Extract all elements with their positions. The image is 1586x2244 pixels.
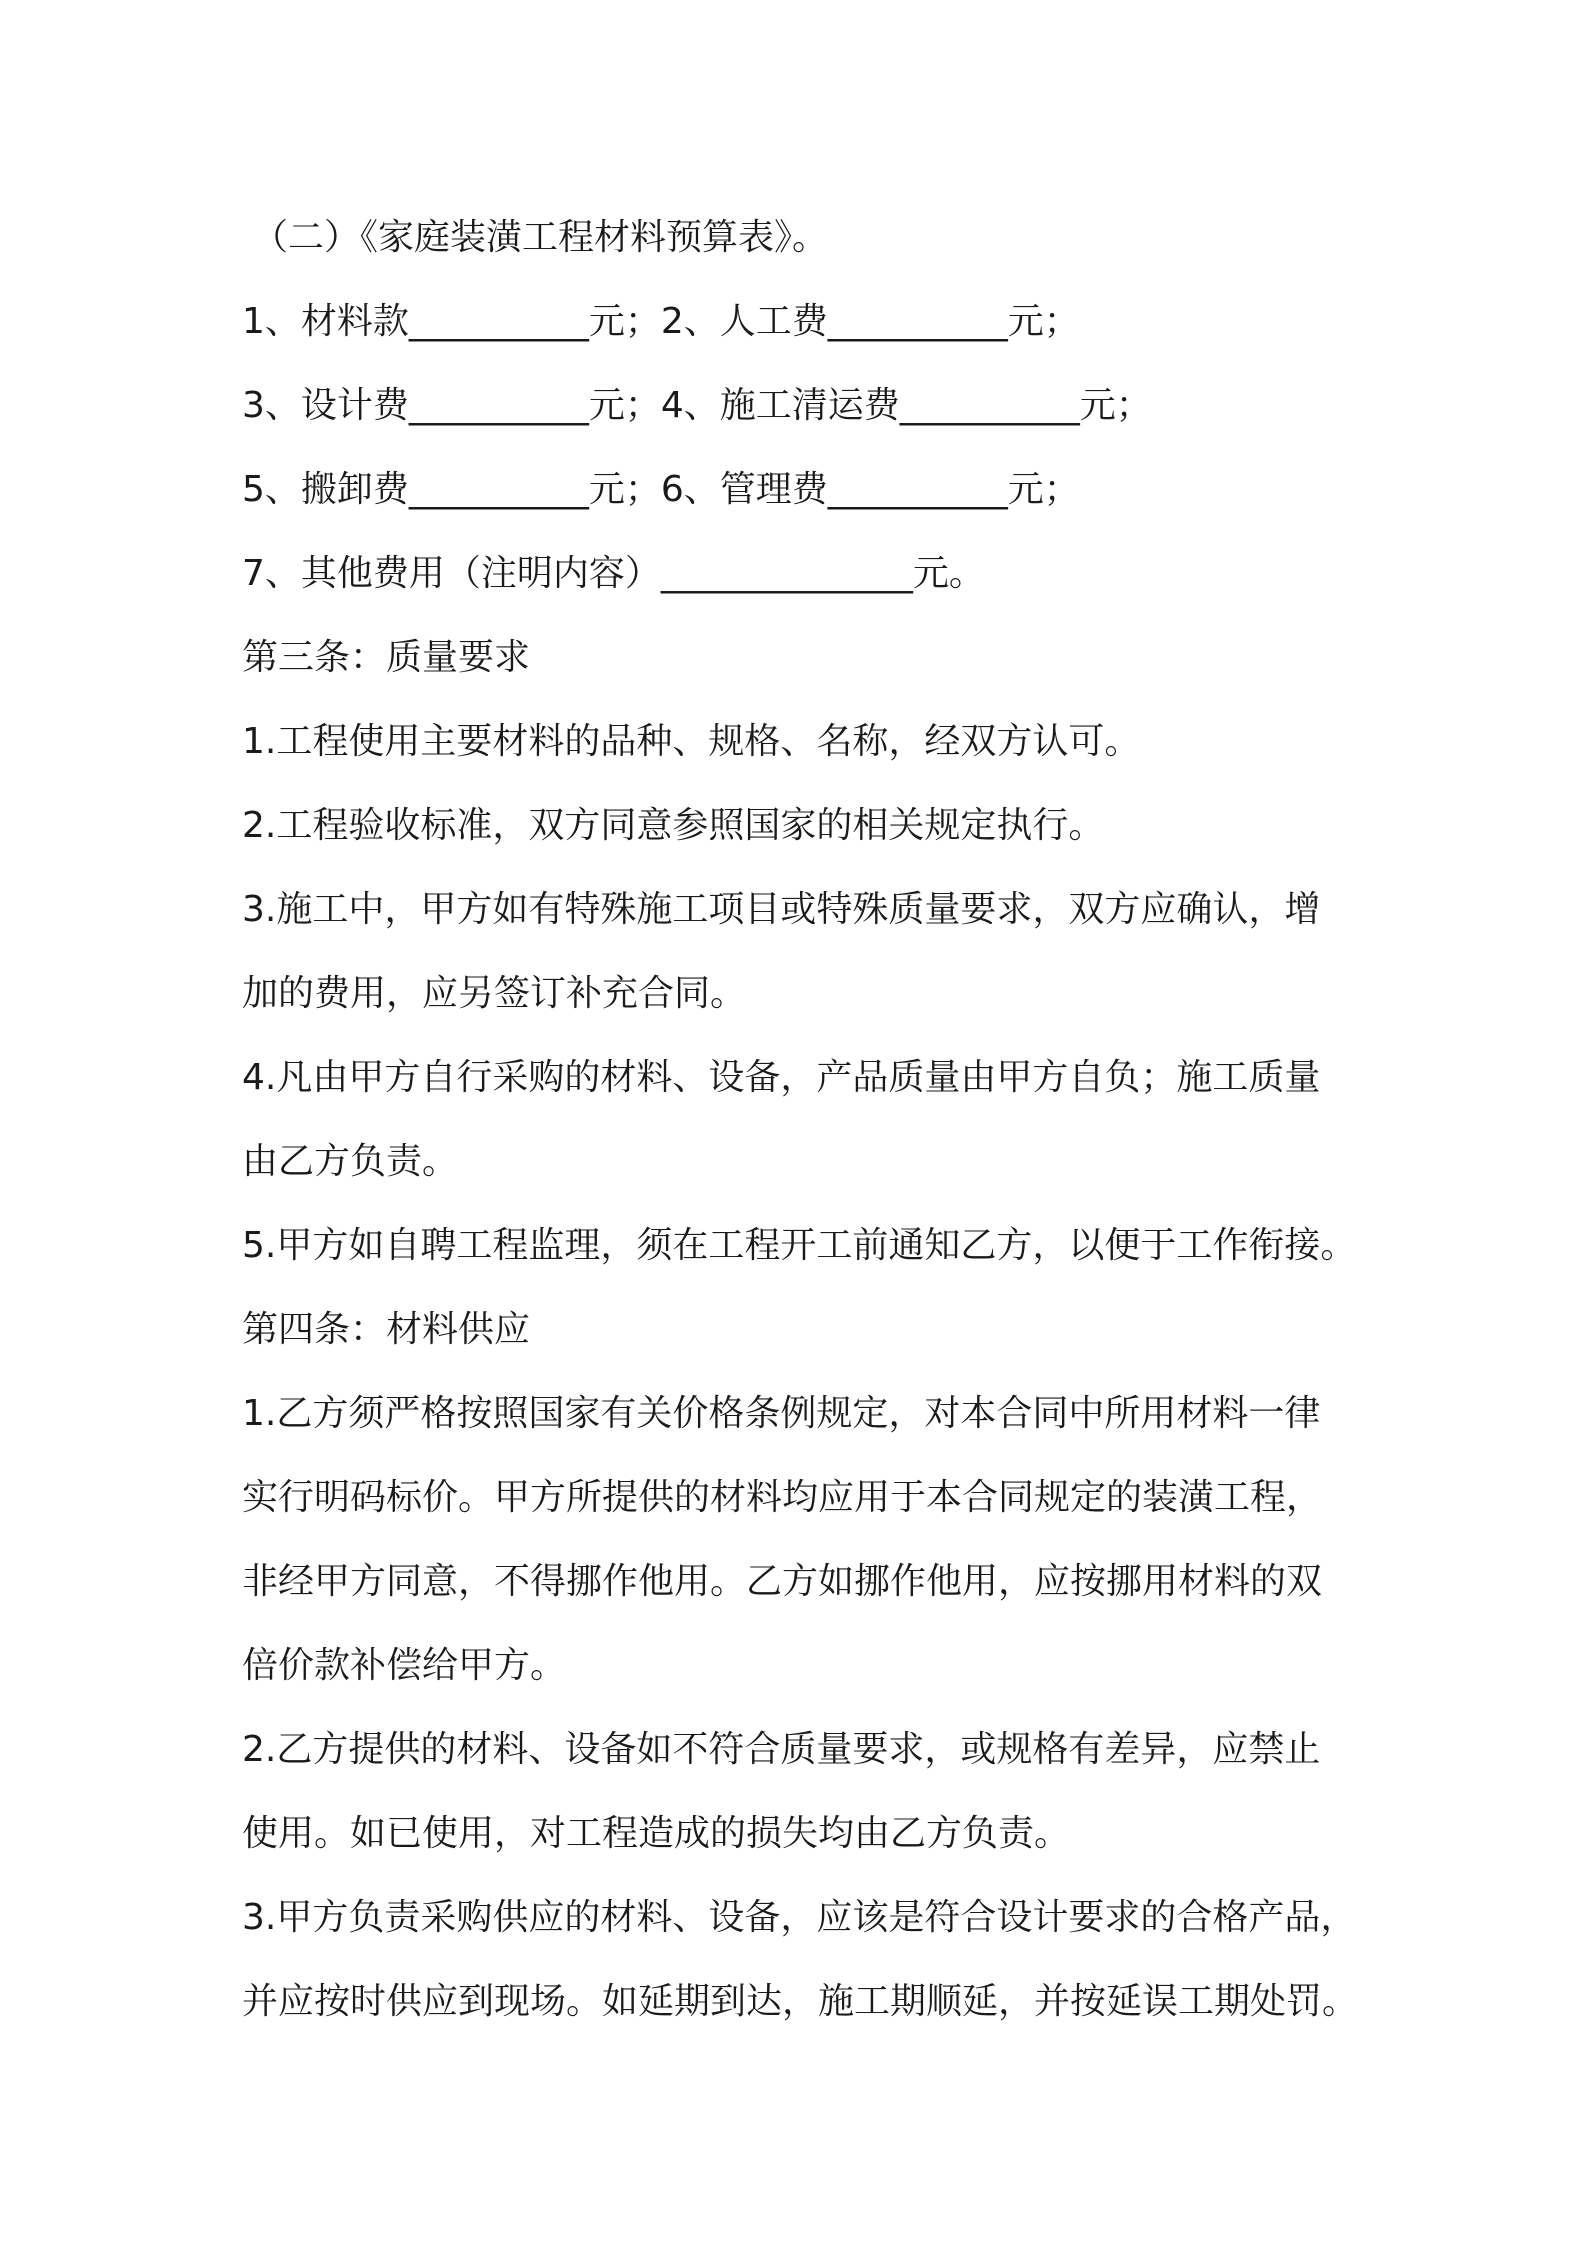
article3-heading: 第三条：质量要求 <box>242 637 531 678</box>
article4-line: 并应按时供应到现场。如延期到达，施工期顺延，并按延误工期处罚。 <box>242 1981 1359 2022</box>
article3-line: 3.施工中，甲方如有特殊施工项目或特殊质量要求，双方应确认，增 <box>242 889 1321 930</box>
article3-line: 1.工程使用主要材料的品种、规格、名称，经双方认可。 <box>242 721 1141 762</box>
budget-line-other-fees: 7、其他费用（注明内容）______________元。 <box>242 553 985 594</box>
budget-line-material-labor: 1、材料款__________元；2、人工费__________元； <box>242 301 1080 342</box>
article3-line: 加的费用，应另签订补充合同。 <box>242 973 747 1014</box>
budget-line-moving-management: 5、搬卸费__________元；6、管理费__________元； <box>242 469 1080 510</box>
article4-heading: 第四条：材料供应 <box>242 1309 531 1350</box>
article3-line: 由乙方负责。 <box>242 1141 459 1182</box>
article4-line: 2.乙方提供的材料、设备如不符合质量要求，或规格有差异，应禁止 <box>242 1729 1321 1770</box>
article3-line: 2.工程验收标准，双方同意参照国家的相关规定执行。 <box>242 805 1105 846</box>
budget-table-title: （二）《家庭装潢工程材料预算表》。 <box>252 217 829 258</box>
article3-line: 5.甲方如自聘工程监理，须在工程开工前通知乙方，以便于工作衔接。 <box>242 1225 1357 1266</box>
article4-line: 倍价款补偿给甲方。 <box>242 1645 567 1686</box>
article3-line: 4.凡由甲方自行采购的材料、设备，产品质量由甲方自负；施工质量 <box>242 1057 1321 1098</box>
article4-line: 使用。如已使用，对工程造成的损失均由乙方负责。 <box>242 1813 1071 1854</box>
article4-line: 1.乙方须严格按照国家有关价格条例规定，对本合同中所用材料一律 <box>242 1393 1321 1434</box>
article4-line: 3.甲方负责采购供应的材料、设备，应该是符合设计要求的合格产品， <box>242 1897 1357 1938</box>
article4-line: 非经甲方同意，不得挪作他用。乙方如挪作他用，应按挪用材料的双 <box>242 1561 1323 1602</box>
budget-line-design-cleanup: 3、设计费__________元；4、施工清运费__________元； <box>242 385 1152 426</box>
document-page <box>242 196 1362 2044</box>
article4-line: 实行明码标价。甲方所提供的材料均应用于本合同规定的装潢工程， <box>242 1477 1323 1518</box>
